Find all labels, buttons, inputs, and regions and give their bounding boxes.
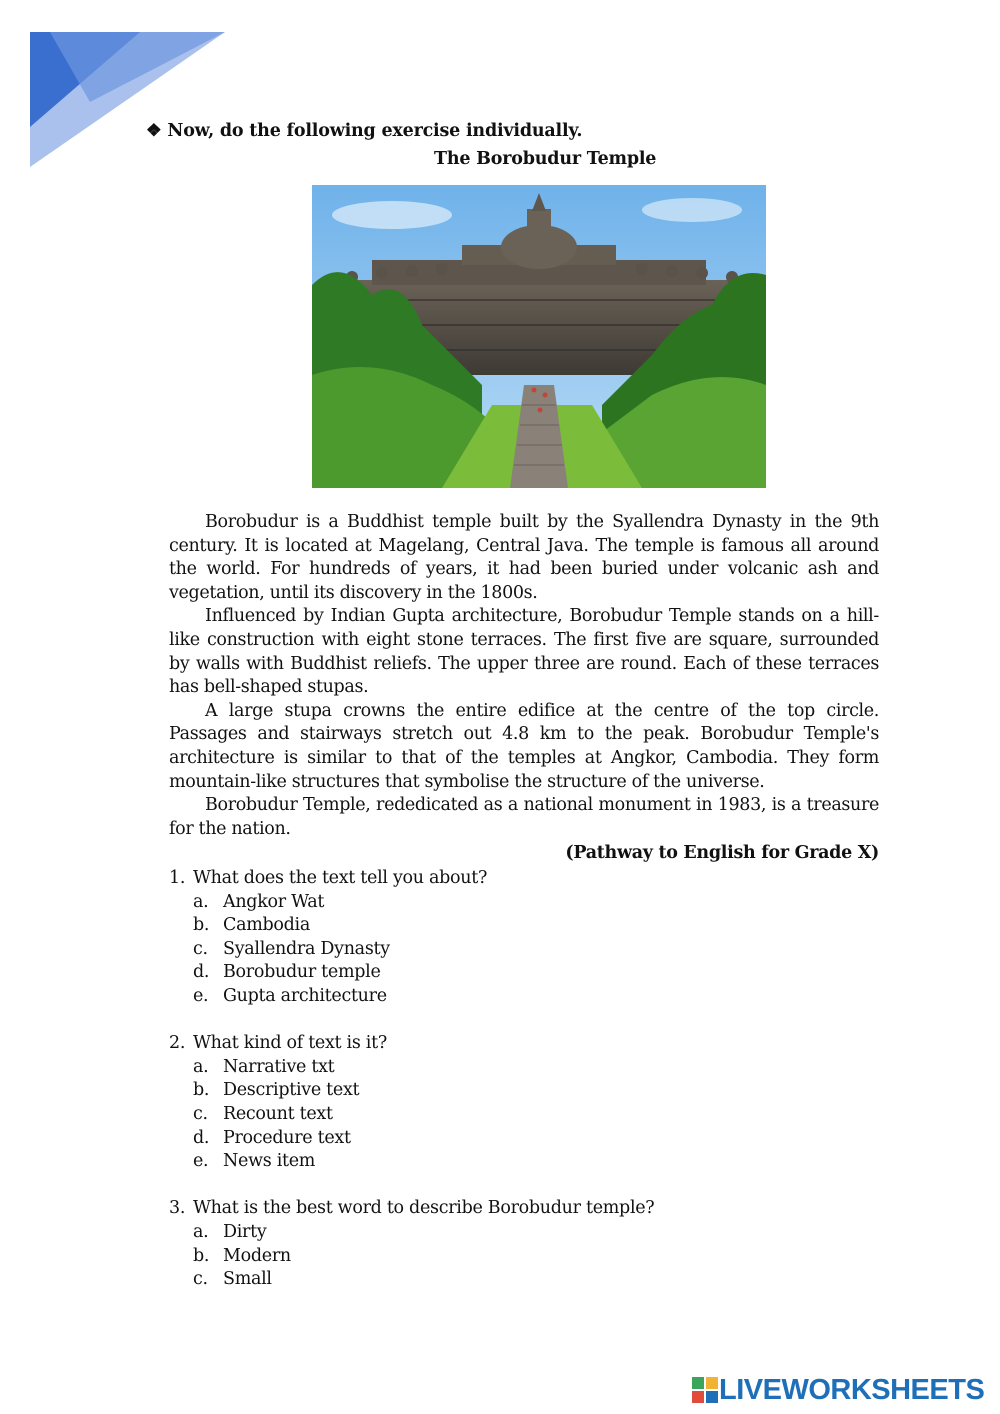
passage-paragraph: Influenced by Indian Gupta architecture, Borobudur Temple stands on a hill-like construction with eight stone terraces. The first five are square, surrounded by walls with Buddhist reliefs. The upper three are round. Each of these terraces has bell-shaped stupas. — [169, 606, 879, 698]
option-item[interactable] — [193, 1150, 889, 1174]
option-text: Procedure text — [223, 1127, 351, 1148]
option-list — [169, 891, 889, 1009]
option-text: Borobudur temple — [223, 962, 381, 983]
source-citation: (Pathway to English for Grade X) — [565, 843, 879, 863]
option-item[interactable] — [193, 914, 889, 938]
option-text: Angkor Wat — [223, 891, 325, 912]
option-text: Descriptive text — [223, 1080, 360, 1101]
liveworksheets-brand[interactable] — [692, 1374, 984, 1406]
option-item[interactable] — [193, 1103, 889, 1127]
temple-photo — [312, 185, 766, 488]
option-item[interactable] — [193, 961, 889, 985]
liveworksheets-logo-icon — [692, 1377, 718, 1403]
option-letter: c. — [193, 1103, 208, 1124]
option-text: Small — [223, 1269, 272, 1290]
page-title: The Borobudur Temple — [434, 149, 657, 169]
option-letter: c. — [193, 938, 208, 959]
option-item[interactable] — [193, 985, 889, 1009]
option-letter: b. — [193, 915, 210, 936]
option-item[interactable] — [193, 1268, 889, 1292]
diamond-bullet-icon: ❖ — [146, 121, 162, 141]
option-letter: b. — [193, 1080, 210, 1101]
brand-text: LIVEWORKSHEETS — [719, 1374, 985, 1406]
option-letter: e. — [193, 985, 209, 1006]
instruction — [146, 121, 582, 141]
option-letter: b. — [193, 1245, 210, 1266]
option-item[interactable] — [193, 1127, 889, 1151]
question-number: 3. — [169, 1198, 186, 1219]
question-2 — [169, 1032, 889, 1174]
question-text: What does the text tell you about? — [193, 868, 488, 888]
option-list — [169, 1221, 889, 1292]
option-text: Modern — [223, 1245, 291, 1266]
option-text: Narrative txt — [223, 1056, 335, 1077]
question-text-row — [169, 1032, 889, 1056]
option-letter: e. — [193, 1151, 209, 1172]
option-letter: a. — [193, 1221, 209, 1242]
option-letter: a. — [193, 891, 209, 912]
option-text: Cambodia — [223, 915, 310, 936]
option-text: News item — [223, 1151, 316, 1172]
option-text: Dirty — [223, 1221, 267, 1242]
option-item[interactable] — [193, 891, 889, 915]
option-item[interactable] — [193, 1056, 889, 1080]
option-text: Syallendra Dynasty — [223, 938, 390, 959]
option-item[interactable] — [193, 1079, 889, 1103]
question-text-row — [169, 1197, 889, 1221]
question-number: 1. — [169, 868, 186, 888]
option-letter: c. — [193, 1269, 208, 1290]
question-text: What kind of text is it? — [193, 1033, 387, 1054]
passage-paragraph: Borobudur Temple, rededicated as a national monument in 1983, is a treasure for the nation. — [169, 795, 879, 839]
question-3 — [169, 1197, 889, 1291]
option-letter: a. — [193, 1056, 209, 1077]
option-letter: d. — [193, 1127, 210, 1148]
question-list — [169, 867, 889, 1315]
passage-paragraph: A large stupa crowns the entire edifice at the centre of the top circle. Passages and stairways stretch out 4.8 km to the peak. Borobudur Temple's architecture is similar to that of the temples at Angkor, Cambodia. They form mountain-like structures that symbolise the structure of the universe. — [169, 700, 879, 792]
question-number: 2. — [169, 1033, 186, 1054]
option-item[interactable] — [193, 938, 889, 962]
passage — [169, 511, 879, 841]
question-text-row — [169, 867, 889, 891]
corner-decoration — [30, 32, 225, 167]
option-text: Recount text — [223, 1103, 333, 1124]
option-item[interactable] — [193, 1221, 889, 1245]
option-letter: d. — [193, 962, 210, 983]
instruction-text: Now, do the following exercise individually. — [167, 121, 583, 141]
option-text: Gupta architecture — [223, 985, 387, 1006]
question-1 — [169, 867, 889, 1009]
question-text: What is the best word to describe Borobudur temple? — [193, 1198, 655, 1219]
option-list — [169, 1056, 889, 1174]
passage-paragraph: Borobudur is a Buddhist temple built by the Syallendra Dynasty in the 9th century. It is located at Magelang, Central Java. The temple is famous all around the world. For hundreds of years, it had been buried under volcanic ash and vegetation, until its discovery in the 1800s. — [169, 512, 879, 603]
option-item[interactable] — [193, 1245, 889, 1269]
